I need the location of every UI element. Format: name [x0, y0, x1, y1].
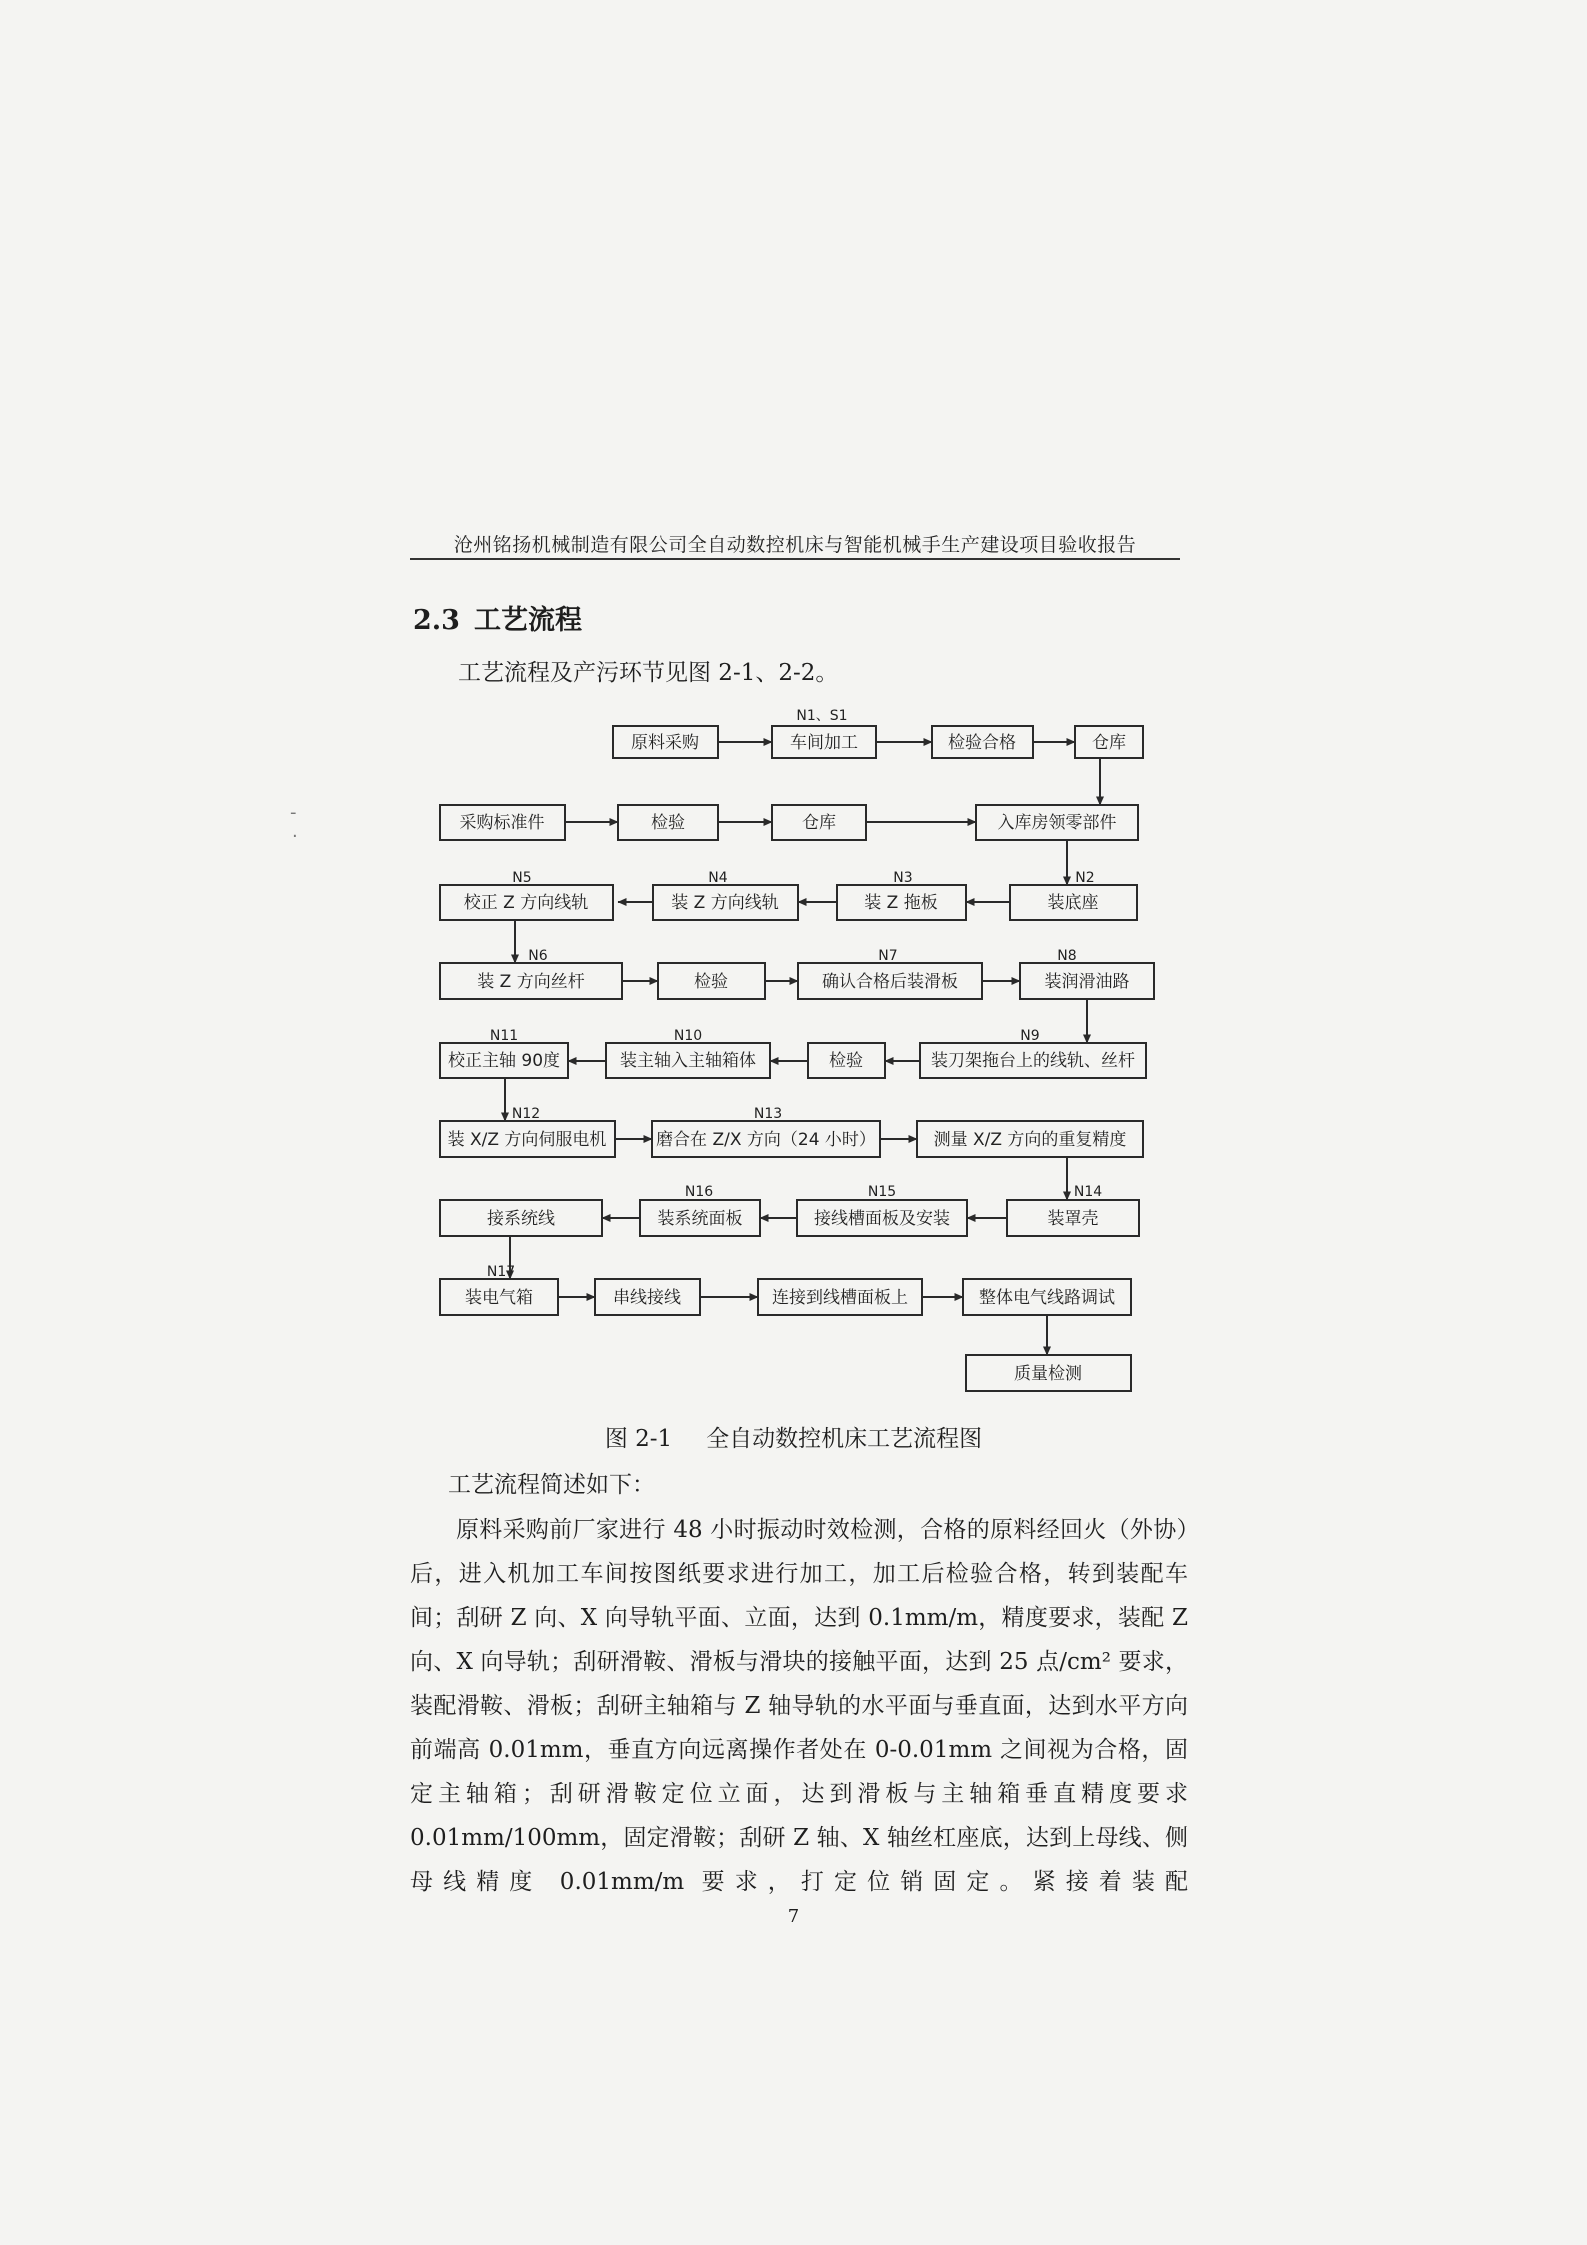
scan-mark: · [292, 826, 298, 847]
box-label: 装 Z 拖板 [864, 893, 938, 913]
box-label: 入库房领零部件 [997, 813, 1117, 833]
box-label: 串线接线 [613, 1288, 681, 1308]
scan-mark: - [290, 802, 297, 823]
section-number: 2.3 [413, 605, 460, 636]
body-paragraph: 原料采购前厂家进行 48 小时振动时效检测，合格的原料经回火（外协）后，进入机加工车间按图纸要求进行加工，加工后检验合格，转到装配车间；刮研 Z 向、X 向导轨平面、立面，达到 0.1mm/m，精度要求，装配 Z 向、X 向导轨；刮研滑鞍、滑板与滑块的接触平面，达到 25 点/cm² 要求，装配滑鞍、滑板；刮研主轴箱与 Z 轴导轨的水平面与垂直面，达到水平方向前端高 0.01mm，垂直方向远离操作者处在 0-0.01mm 之间视为合格，固定主轴箱；刮研滑鞍定位立面，达到滑板与主轴箱垂直精度要求 0.01mm/100mm，固定滑鞍；刮研 Z 轴、X 轴丝杠座底，达到上母线、侧母线精度 0.01mm/m 要求，打定位销固定。紧接着装配 [410, 1517, 1188, 1895]
box-label: 车间加工 [790, 733, 858, 753]
box-label: 连接到线槽面板上 [772, 1288, 908, 1308]
box-label: 装 Z 方向丝杆 [477, 972, 585, 992]
box-label: 整体电气线路调试 [979, 1288, 1115, 1308]
noise-label: N9 [1020, 1028, 1040, 1044]
box-label: 采购标准件 [459, 813, 545, 833]
box-label: 质量检测 [1014, 1364, 1082, 1384]
noise-label: N1、S1 [796, 708, 848, 724]
box-label: 检验 [694, 972, 728, 992]
noise-label: N16 [684, 1184, 714, 1200]
figure-caption [0, 1420, 1587, 1453]
noise-label: N5 [512, 870, 532, 886]
box-label: 检验合格 [948, 733, 1016, 753]
noise-label: N6 [528, 948, 548, 964]
box-label: 装润滑油路 [1044, 972, 1130, 992]
noise-label: N15 [867, 1184, 897, 1200]
figure-number: 图 2-1 [604, 1426, 673, 1452]
box-label: 原料采购 [631, 733, 699, 753]
box-label: 确认合格后装滑板 [822, 972, 958, 992]
noise-label: N2 [1075, 870, 1095, 886]
box-label: 仓库 [802, 813, 836, 833]
box-label: 装底座 [1047, 893, 1099, 913]
box-label: 测量 X/Z 方向的重复精度 [933, 1130, 1127, 1150]
intro-text: 工艺流程及产污环节见图 2-1、2-2。 [458, 660, 839, 686]
box-label: 检验 [829, 1051, 863, 1071]
noise-label: N4 [708, 870, 728, 886]
box-label: 磨合在 Z/X 方向（24 小时） [656, 1130, 876, 1150]
box-label: 仓库 [1092, 733, 1126, 753]
noise-label: N3 [893, 870, 913, 886]
box-label: 装系统面板 [657, 1209, 743, 1229]
box-label: 校正 Z 方向线轨 [463, 893, 589, 913]
box-label: 装罩壳 [1047, 1209, 1099, 1229]
box-label: 装主轴入主轴箱体 [620, 1051, 756, 1071]
noise-label: N12 [511, 1106, 541, 1122]
noise-label: N17 [486, 1264, 516, 1280]
noise-label: N10 [673, 1028, 703, 1044]
description-title: 工艺流程简述如下： [448, 1472, 655, 1498]
page-number: 7 [787, 1906, 800, 1927]
noise-label: N8 [1057, 948, 1077, 964]
section-title: 工艺流程 [473, 605, 582, 636]
noise-label: N7 [878, 948, 898, 964]
box-label: 校正主轴 90度 [447, 1051, 561, 1071]
figure-title: 全自动数控机床工艺流程图 [706, 1426, 983, 1452]
noise-label: N13 [753, 1106, 783, 1122]
box-label: 检验 [651, 813, 685, 833]
box-label: 装刀架拖台上的线轨、丝杆 [931, 1051, 1135, 1071]
box-label: 装 Z 方向线轨 [671, 893, 779, 913]
box-label: 接线槽面板及安装 [814, 1209, 950, 1229]
box-label: 接系统线 [487, 1209, 555, 1229]
noise-label: N11 [489, 1028, 519, 1044]
box-label: 装电气箱 [465, 1288, 533, 1308]
noise-label: N14 [1073, 1184, 1103, 1200]
box-label: 装 X/Z 方向伺服电机 [447, 1130, 607, 1150]
running-header: 沧州铭扬机械制造有限公司全自动数控机床与智能机械手生产建设项目验收报告 [453, 534, 1137, 556]
